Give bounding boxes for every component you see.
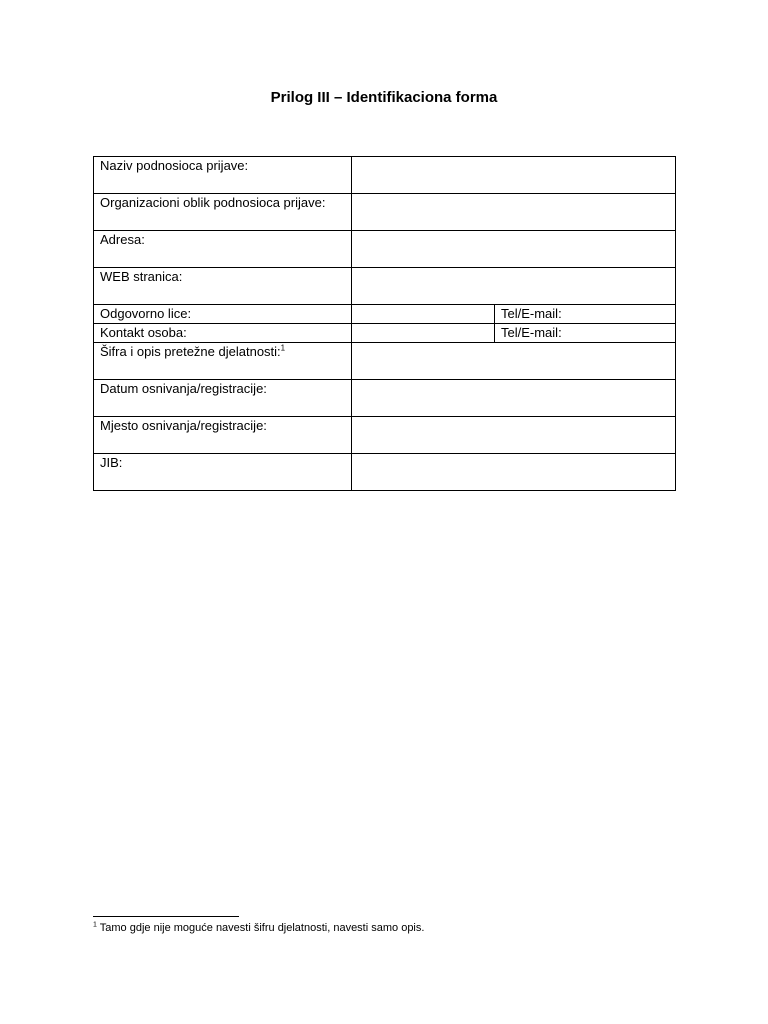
field-value-jib[interactable] (352, 454, 676, 491)
field-label-organizational-form: Organizacioni oblik podnosioca prijave: (94, 194, 352, 231)
field-label-establishment-place: Mjesto osnivanja/registracije: (94, 417, 352, 454)
field-value-address[interactable] (352, 231, 676, 268)
field-label-responsible-person: Odgovorno lice: (94, 305, 352, 324)
field-value-organizational-form[interactable] (352, 194, 676, 231)
field-label-responsible-contact[interactable]: Tel/E-mail: (495, 305, 676, 324)
field-label-website: WEB stranica: (94, 268, 352, 305)
field-label-contact-person-contact[interactable]: Tel/E-mail: (495, 324, 676, 343)
table-row (94, 454, 676, 491)
page-title: Prilog III – Identifikaciona forma (270, 89, 498, 106)
field-value-contact-person[interactable] (352, 324, 495, 343)
field-label-activity-code (94, 343, 352, 380)
field-label-applicant-name: Naziv podnosioca prijave: (94, 157, 352, 194)
field-value-responsible-person[interactable] (352, 305, 495, 324)
table-row (94, 380, 676, 417)
activity-code-label-text: Šifra i opis pretežne djelatnosti: (100, 344, 281, 359)
table-row (94, 324, 676, 343)
table-row (94, 194, 676, 231)
field-value-establishment-place[interactable] (352, 417, 676, 454)
field-label-establishment-date: Datum osnivanja/registracije: (94, 380, 352, 417)
field-label-contact-person: Kontakt osoba: (94, 324, 352, 343)
table-row (94, 231, 676, 268)
table-row (94, 417, 676, 454)
table-row (94, 157, 676, 194)
footnote-text: Tamo gdje nije moguće navesti šifru djelatnosti, navesti samo opis. (99, 922, 425, 934)
field-value-activity-code[interactable] (352, 343, 676, 380)
footnote (93, 921, 693, 935)
table-row (94, 268, 676, 305)
footnote-separator (93, 916, 239, 917)
field-value-establishment-date[interactable] (352, 380, 676, 417)
table-row (94, 305, 676, 324)
identification-form-table (93, 156, 676, 491)
footnote-reference: 1 (280, 343, 286, 353)
field-value-website[interactable] (352, 268, 676, 305)
table-row (94, 343, 676, 380)
field-label-address: Adresa: (94, 231, 352, 268)
footnote-number: 1 (93, 921, 97, 929)
field-value-applicant-name[interactable] (352, 157, 676, 194)
field-label-jib: JIB: (94, 454, 352, 491)
